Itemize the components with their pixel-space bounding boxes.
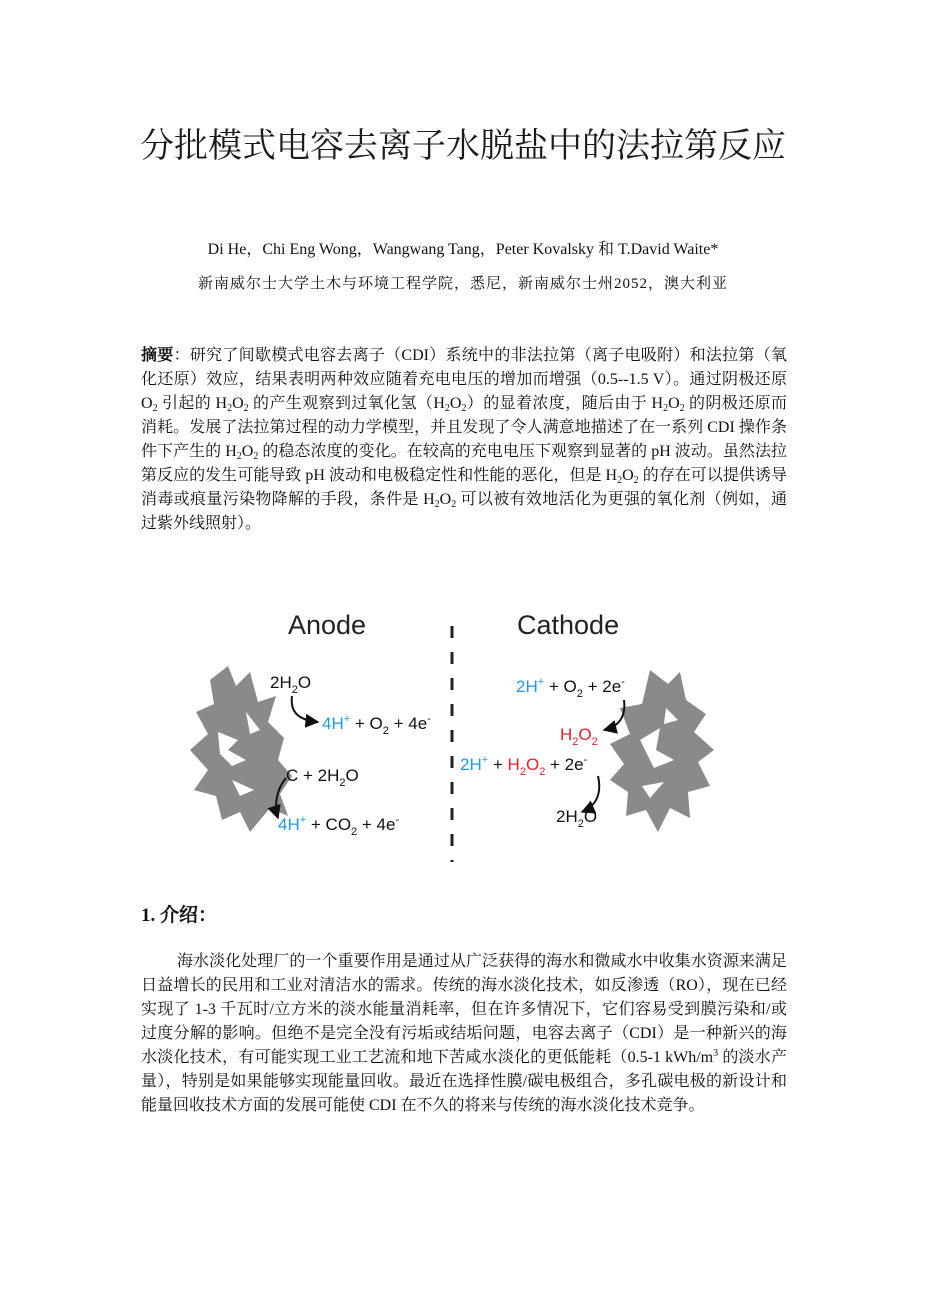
abstract-text: O — [232, 395, 244, 412]
anode-reaction-2-product: $4H^+ + CO_2 + 4e^-$ — [278, 814, 400, 838]
abstract-text: O — [449, 395, 462, 412]
subscript: 2 — [434, 499, 440, 510]
abstract — [141, 344, 787, 536]
intro-text: 的淡水产量），特别是如果能够实现能量回收。最近在选择性膜/碳电极组合，多孔碳电极的新设计和能量回收技术方面的发展可能使 CDI 在不久的将来与传统的海水淡化技术竞争。 — [141, 1049, 787, 1114]
abstract-label: 摘要 — [141, 347, 174, 364]
cathode-electrode-shape — [610, 670, 714, 832]
abstract-text: 可以被有效地活化为更强的氧化剂（例如，通过紫外线照射）。 — [141, 491, 787, 532]
abstract-text: 的阴极还原而消耗。发展了法拉第过程的动力学模型，并且发现了令人满意地描述了在一系列 CDI 操作条件下产生的 H — [141, 395, 787, 460]
abstract-text: 引起的 H — [157, 395, 228, 412]
subscript: 2 — [243, 403, 249, 414]
subscript: 2 — [236, 451, 242, 462]
intro-paragraph — [141, 950, 787, 1118]
abstract-text: ）的显着浓度，随后由于 H — [466, 395, 664, 412]
abstract-text: O — [439, 491, 452, 508]
superscript: 3 — [713, 1048, 719, 1059]
subscript: 2 — [633, 475, 639, 486]
subscript: 2 — [152, 403, 158, 414]
cathode-reaction-1-arrow — [604, 700, 624, 730]
cathode-h2o2-product: $H_2O_2$ — [560, 725, 598, 748]
subscript: 2 — [451, 499, 457, 510]
cathode-label: Cathode — [517, 610, 620, 640]
subscript: 2 — [617, 475, 623, 486]
subscript: 2 — [461, 403, 467, 414]
abstract-text: O — [241, 443, 254, 460]
abstract-text: 研究了间歇模式电容去离子（CDI）系统中的非法拉第（离子电吸附）和法拉第（氧化还原）效应，结果表明两种效应随着充电电压的增加而增强（0.5--1.5 V）。通过阴极还原 O — [141, 347, 787, 412]
subscript: 2 — [444, 403, 450, 414]
section-heading: 1. 介绍： — [141, 905, 218, 926]
abstract-text: 的存在可以提供诱导消毒或痕量污染物降解的手段，条件是 H — [141, 467, 787, 508]
anode-reaction-2-reactant: $C + 2H_2O$ — [286, 766, 359, 789]
anode-reaction-1-product: $4H^+ + O_2 + 4e^-$ — [322, 713, 431, 737]
anode-reaction-1-reactant: $2H_2O$ — [270, 673, 312, 696]
author-list: Di He，Chi Eng Wong，Wangwang Tang，Peter Kovalsky 和 T.David Waite* — [207, 241, 719, 258]
subscript: 2 — [253, 451, 259, 462]
intro-text: 海水淡化处理厂的一个重要作用是通过从广泛获得的海水和微咸水中收集水资源来满足日益增长的民用和工业对清洁水的需求。传统的海水淡化技术，如反渗透（RO），现在已经实现了 1-3 千瓦时/立方米的淡水能量消耗率，但在许多情况下，它们容易受到膜污染和/或过度分解的影响。但绝不是完全没有污垢或结垢问题，电容去离子（CDI）是一种新兴的海水淡化技术，有可能实现工业工艺流和地下苦咸水淡化的更低能耗（0.5-1 kWh/m — [141, 953, 787, 1066]
subscript: 2 — [679, 403, 685, 414]
abstract-text: 的稳态浓度的变化。在较高的充电电压下观察到显著的 pH 波动。虽然法拉第反应的发生可能导致 pH 波动和电极稳定性和性能的恶化，但是 H — [141, 443, 787, 484]
anode-label: Anode — [288, 610, 367, 640]
cathode-water-product: $2H_2O$ — [556, 807, 598, 830]
cathode-reaction-2: $2H^+ + H_2O_2 + 2e^-$ — [460, 754, 588, 778]
reaction-diagram — [180, 600, 740, 870]
cathode-reaction-1: $2H^+ + O_2 + 2e^-$ — [516, 676, 625, 700]
abstract-sep: ： — [173, 347, 190, 364]
subscript: 2 — [663, 403, 669, 414]
subscript: 2 — [227, 403, 233, 414]
abstract-text: O — [622, 467, 634, 484]
anode-reaction-1-arrow — [292, 696, 318, 722]
page-title: 分批模式电容去离子水脱盐中的法拉第反应 — [140, 126, 786, 166]
affiliation: 新南威尔士大学土木与环境工程学院，悉尼，新南威尔士州2052，澳大利亚 — [197, 276, 728, 292]
abstract-text: 的产生观察到过氧化氢（H — [248, 395, 445, 412]
abstract-text: O — [668, 395, 680, 412]
